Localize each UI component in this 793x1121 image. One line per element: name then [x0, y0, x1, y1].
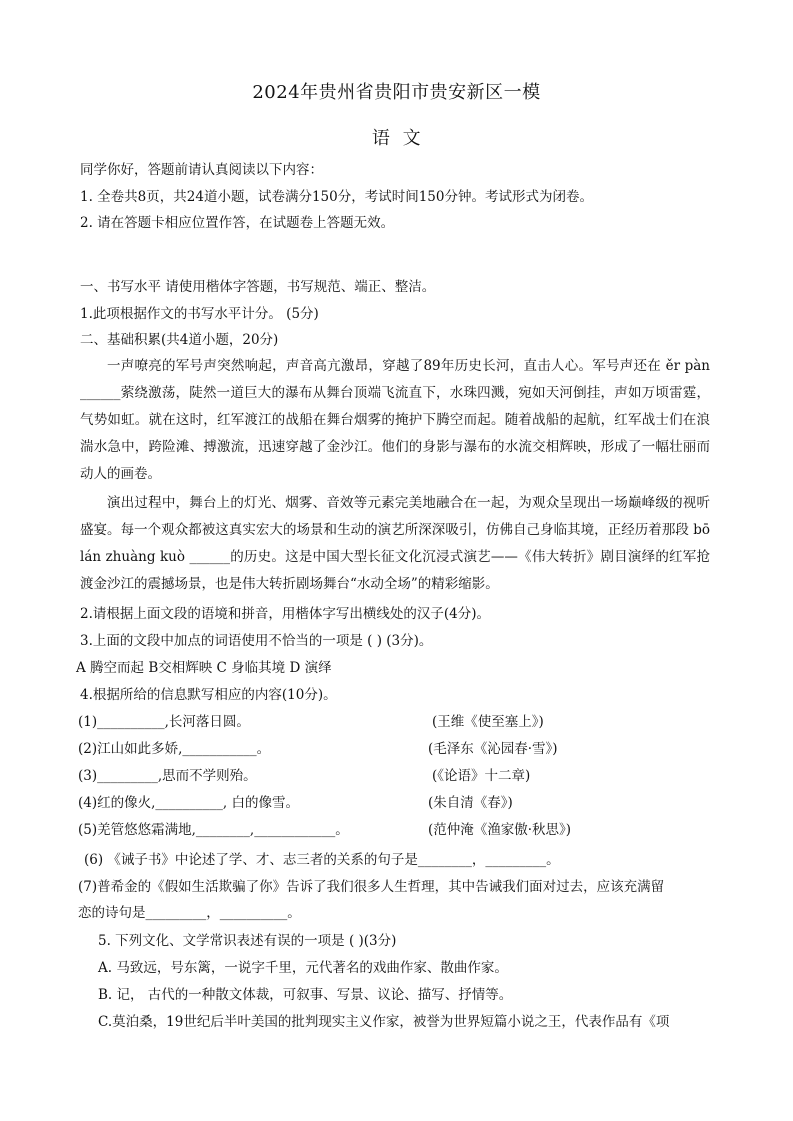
notice-item-2: 2. 请在答题卡相应位置作答，在试题卷上答题无效。: [80, 215, 395, 231]
q5-option-a: A. 马致远，号东篱，一说字千里，元代著名的戏曲作家、散曲作家。: [98, 960, 508, 976]
q4-item-5-source: (范仲淹《渔家傲·秋思》): [428, 822, 572, 838]
q4-item-3: (3)_________,思而不学则殆。: [78, 768, 257, 784]
reading-paragraph-2: [80, 490, 710, 598]
paragraph-2-text: 演出过程中，舞台上的灯光、烟雾、音效等元素完美地融合在一起，为观众呈现出一场巅峰级的视听盛宴。每一个观众都被这真实宏大的场景和生动的演艺所深深吸引，仿佛自己身临其境，正经历着那段 bō lán zhuàng kuò ______的历史。这是中国大型长征文化沉浸式演艺——《伟大转折》剧目演绎的红军抢渡金沙江的震撼场景，也是伟大转折剧场舞台“水动全场”的精彩缩影。: [80, 495, 710, 592]
q4-item-4: (4)红的像火,__________, 白的像雪。: [78, 795, 299, 811]
question-5: 5. 下列文化、文学常识表述有误的一项是 ( )(3分): [98, 933, 397, 949]
question-3: 3.上面的文段中加点的词语使用不恰当的一项是 ( ) (3分)。: [80, 633, 433, 649]
q5-option-c: C.莫泊桑，19世纪后半叶美国的批判现实主义作家，被誉为世界短篇小说之王，代表作品有《项: [98, 1014, 670, 1030]
q4-item-1-source: (王维《使至塞上》): [432, 714, 544, 730]
q4-item-7-line-2: 恋的诗句是_________，__________。: [78, 905, 301, 921]
q5-option-b: B. 记， 古代的一种散文体裁，可叙事、写景、议论、描写、抒情等。: [98, 987, 513, 1003]
q4-item-3-source: (《论语》十二章): [432, 768, 531, 784]
q4-item-2-source: (毛泽东《沁园春·雪》): [428, 741, 558, 757]
exam-title: 2024年贵州省贵阳市贵安新区一模: [252, 82, 541, 103]
question-1: 1.此项根据作文的书写水平计分。 (5分): [80, 306, 319, 322]
question-3-options: A 腾空而起 B交相辉映 C 身临其境 D 演绎: [76, 660, 332, 676]
q4-item-7-line-1: (7)普希金的《假如生活欺骗了你》告诉了我们很多人生哲理，其中告诫我们面对过去，应该充满留: [78, 879, 665, 895]
subject-title: 语 文: [371, 128, 422, 149]
paragraph-1-text: 一声嘹亮的军号声突然响起，声音高亢激昂，穿越了89年历史长河，直击人心。军号声还在 ěr pàn ______萦绕激荡，陡然一道巨大的瀑布从舞台顶端飞流直下，水珠四溅，宛如天河倒挂，声如万顷雷霆，气势如虹。就在这时，红军渡江的战船在舞台烟雾的掩护下腾空而起。随着战船的起航，红军战士们在浪湍水急中，跨险滩、搏激流，迅速穿越了金沙江。他们的身影与瀑布的水流交相辉映，形成了一幅壮丽而动人的画卷。: [80, 358, 710, 482]
q4-item-2: (2)江山如此多娇,___________。: [78, 741, 271, 757]
question-4: 4.根据所给的信息默写相应的内容(10分)。: [80, 687, 337, 703]
q4-item-1: (1)__________,长河落日圆。: [78, 714, 250, 730]
notice-item-1: 1. 全卷共8页，共24道小题，试卷满分150分，考试时间150分钟。考试形式为闭卷。: [80, 189, 593, 205]
question-2: 2.请根据上面文段的语境和拼音，用楷体字写出横线处的汉子(4分)。: [80, 606, 491, 622]
q4-item-4-source: (朱自清《春》): [428, 795, 513, 811]
reading-paragraph-1: [80, 353, 710, 488]
section1-heading: 一、书写水平 请使用楷体字答题，书写规范、端正、整洁。: [80, 279, 436, 295]
q4-item-6: (6) 《诫子书》中论述了学、才、志三者的关系的句子是________，_________。: [84, 852, 560, 868]
q4-item-5: (5)羌管悠悠霜满地,________,____________。: [78, 822, 349, 838]
section2-heading: 二、基础积累(共4道小题，20分): [80, 332, 279, 348]
notice-intro: 同学你好，答题前请认真阅读以下内容：: [80, 162, 323, 178]
